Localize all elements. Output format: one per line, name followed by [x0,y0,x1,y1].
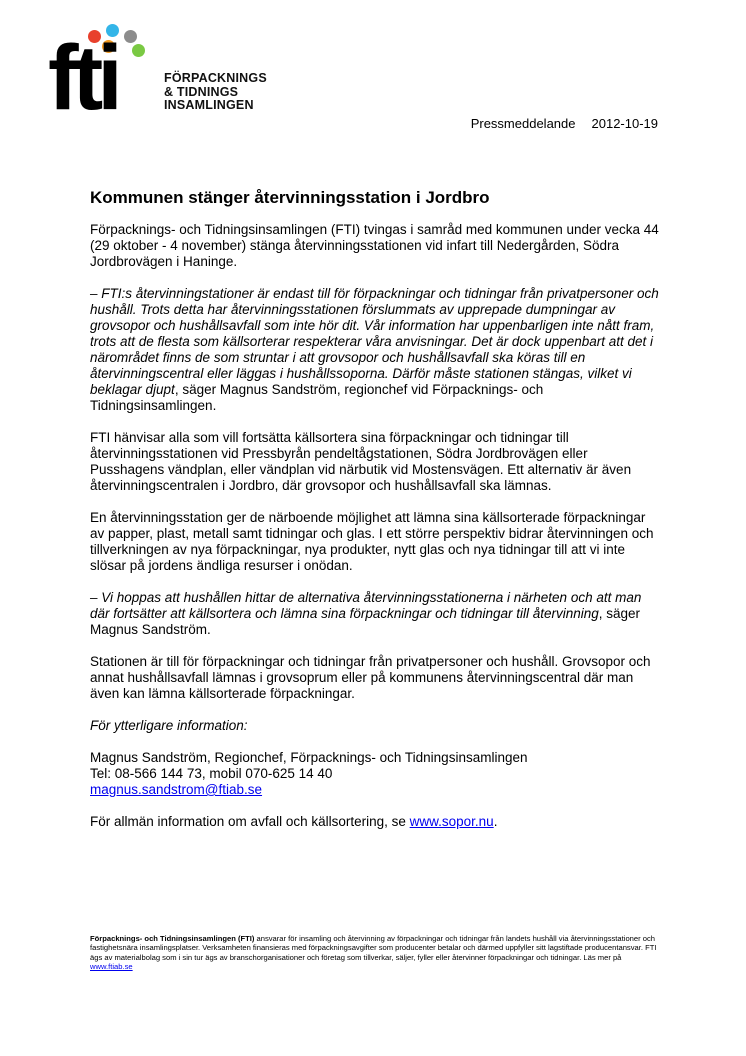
quote-attribution: , säger Magnus Sandström, regionchef vid Förpacknings- och Tidningsinsamlingen. [90,382,544,413]
quote-text: – Vi hoppas att hushållen hittar de alternativa återvinningsstationerna i närheten och att man där fortsätter att källsortera och lämna sina förpackningar och tidningar till återvinning [90,590,642,621]
document-date: 2012-10-19 [591,116,658,131]
general-info-end: . [493,814,498,829]
footer-note [90,934,662,972]
logo-tagline [164,72,267,113]
page-title: Kommunen stänger återvinningsstation i Jordbro [90,188,490,207]
info-heading: För ytterligare information: [90,718,248,733]
quote-text: – FTI:s återvinningstationer är endast till för förpackningar och tidningar från privatpersoner och hushåll. Trots detta har återvinningsstationen förslummats av upprepade dumpningar av grovsopor och hushållsavfall som inte hör dit. Vår information har uppenbarligen inte nått fram, trots att de flesta som källsorterar respekterar våra anvisningar. Det är dock uppenbart att det i närområdet finns de som struntar i att grovsopor och hushållsavfall ska köras till en återvinningscentral eller läggas i hushållssoporna. Därför måste stationen stängas, vilket vi beklagar djupt [90,286,659,397]
contact-name: Magnus Sandström, Regionchef, Förpacknings- och Tidningsinsamlingen [90,750,528,765]
press-release-body [90,222,662,846]
quote-attribution: , säger Magnus Sandström. [90,606,641,637]
contact-phone: Tel: 08-566 144 73, mobil 070-625 14 40 [90,766,333,781]
logo-tagline-line: FÖRPACKNINGS [164,71,267,85]
paragraph-station-info: Stationen är till för förpackningar och tidningar från privatpersoner och hushåll. Grovsopor och annat hushållsavfall lämnas i grovsoprum eller på kommunens återvinningscentral där man även kan lämna källsorterade förpackningar. [90,654,651,701]
document-type: Pressmeddelande [470,116,576,131]
paragraph-purpose: En återvinningsstation ger de närboende möjlighet att lämna sina källsorterade förpackningar av papper, plast, metall samt tidningar och glas. I ett större perspektiv bidrar återvinningen och tillverkningen av nya förpackningar, nya produkter, nytt glas och nya tidningar till att vi inte slösar på jordens ändliga resurser i onödan. [90,510,654,573]
contact-email-link[interactable]: magnus.sandstrom@ftiab.se [90,782,263,797]
paragraph-quote-1 [90,286,662,414]
document-meta [471,116,658,131]
ftiab-link[interactable]: www.ftiab.se [90,962,133,972]
paragraph-intro: Förpacknings- och Tidningsinsamlingen (FTI) tvingas i samråd med kommunen under vecka 44 (29 oktober - 4 november) stänga återvinningsstationen vid infart till Nedergården, Södra Jordbrovägen i Haninge. [90,222,659,269]
footer-org-name: Förpacknings- och Tidningsinsamlingen (FTI) [90,934,255,943]
logo-dot-grey [124,30,137,43]
logo-wordmark: fti [48,27,117,129]
general-info [90,814,662,830]
paragraph-quote-2 [90,590,662,638]
paragraph-alternatives: FTI hänvisar alla som vill fortsätta källsortera sina förpackningar och tidningar till återvinningsstationen vid Pressbyrån pendeltågstationen, Södra Jordbrovägen eller Pusshagens vändplan, eller vändplan vid närbutik vid Mostensvägen. Ett alternativ är även återvinningscentralen i Jordbro, där grovsopor och hushållsavfall ska lämnas. [90,430,632,493]
logo-tagline-line: INSAMLINGEN [164,98,254,112]
contact-block [90,750,662,798]
fti-logo [48,22,288,129]
sopor-link[interactable]: www.sopor.nu [409,814,494,829]
general-info-text: För allmän information om avfall och källsortering, se [90,814,410,829]
footer-text: ansvarar för insamling och återvinning av förpackningar och tidningar från landets hushåll via återvinningsstationer och fastighetsnära insamlingsplatser. Verksamheten finansieras med förpackningsavgifter som producenter betalar och därmed uppfyller sitt lagstiftade producentansvar. FTI ägs av materialbolag som i sin tur ägs av branschorganisationer och företag som tillverkar, säljer, fyller eller återvinner förpackningar och tidningar. Läs mer på [90,934,657,962]
logo-dot-green [132,44,145,57]
logo-tagline-line: & TIDNINGS [164,84,239,99]
